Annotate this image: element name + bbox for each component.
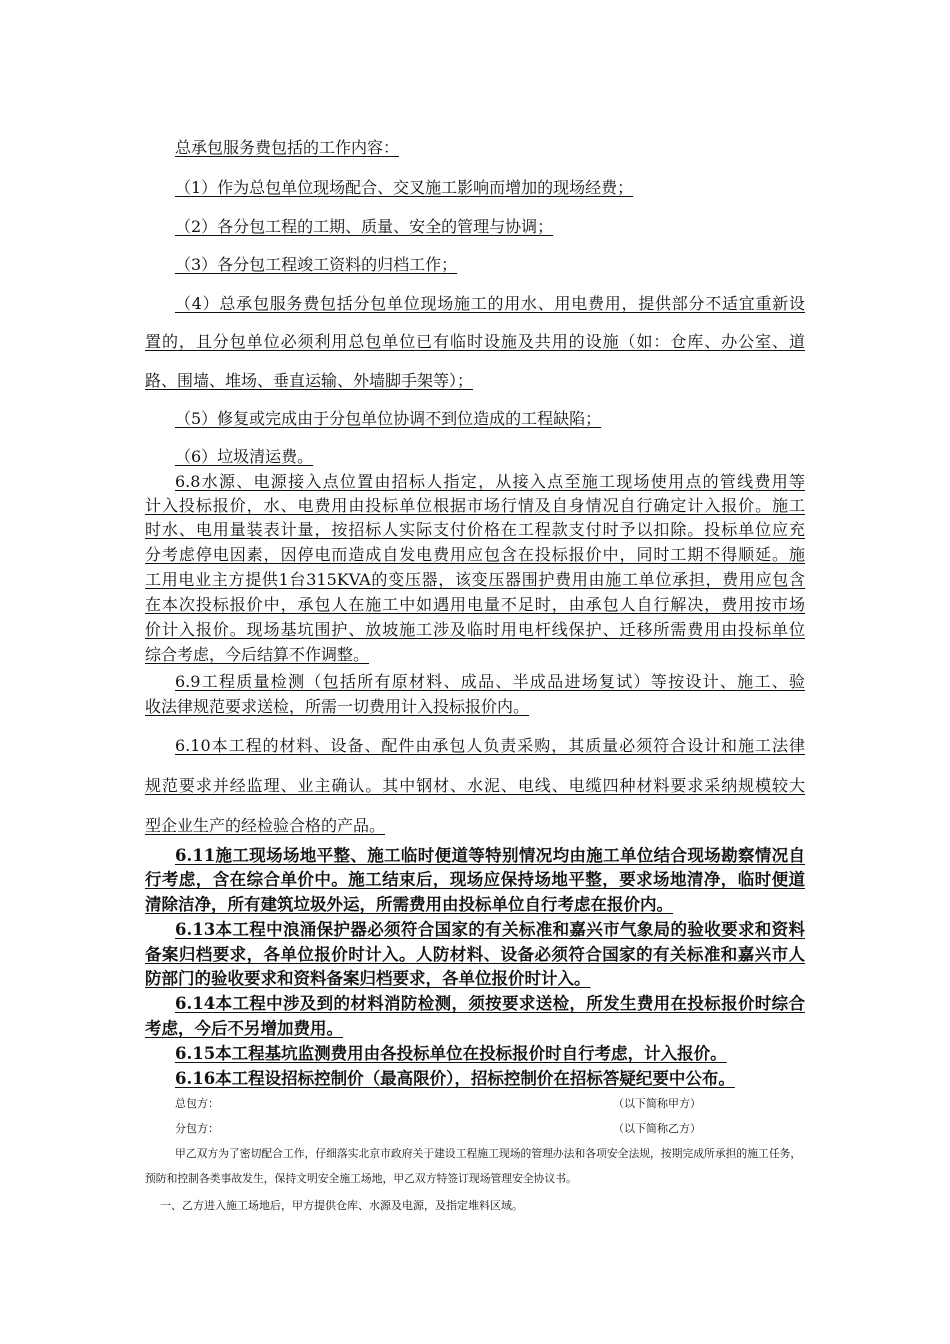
clause-6-8-line: 综合考虑，今后结算不作调整。 bbox=[145, 645, 370, 664]
service-fee-item-4-line-3: 路、围墙、堆场、垂直运输、外墙脚手架等）； bbox=[145, 371, 474, 390]
clause-6-14-line: 6.14本工程中涉及到的材料消防检测，须按要求送检，所发生费用在投标报价时综合 bbox=[175, 994, 805, 1013]
party-b-note: （以下简称乙方） bbox=[613, 1122, 701, 1135]
clause-6-14-line: 考虑，今后不另增加费用。 bbox=[145, 1019, 343, 1038]
service-fee-item-6: （6）垃圾清运费。 bbox=[175, 447, 314, 466]
clause-6-8-line: 分考虑停电因素，因停电而造成自发电费用应包含在投标报价中，同时工期不得顺延。施 bbox=[145, 545, 805, 564]
clause-6-8-line: 计入投标报价，水、电费用由投标单位根据市场行情及自身情况自行确定计入报价。施工 bbox=[145, 496, 805, 515]
clause-6-11-line: 6.11施工现场场地平整、施工临时便道等特别情况均由施工单位结合现场勘察情况自 bbox=[175, 846, 805, 865]
service-fee-item-5: （5）修复或完成由于分包单位协调不到位造成的工程缺陷； bbox=[175, 409, 602, 428]
clause-6-8-line: 工用电业主方提供1台315KVA的变压器，该变压器围护费用由施工单位承担，费用应包含 bbox=[145, 570, 805, 589]
clause-6-10-line: 6.10本工程的材料、设备、配件由承包人负责采购，其质量必须符合设计和施工法律 bbox=[175, 736, 805, 755]
agreement-intro-line-2: 预防和控制各类事故发生，保持文明安全施工场地，甲乙双方特签订现场管理安全协议书。 bbox=[145, 1172, 577, 1185]
clause-6-9-line: 收法律规范要求送检，所需一切费用计入投标报价内。 bbox=[145, 697, 530, 716]
service-fee-item-4-line-2: 置的，且分包单位必须利用总包单位已有临时设施及共用的设施（如：仓库、办公室、道 bbox=[145, 332, 805, 351]
clause-6-8-line: 价计入报价。现场基坑围护、放坡施工涉及临时用电杆线保护、迁移所需费用由投标单位 bbox=[145, 620, 805, 639]
clause-6-10-line: 规范要求并经监理、业主确认。其中钢材、水泥、电线、电缆四种材料要求采纳规模较大 bbox=[145, 776, 805, 795]
clause-6-8-line: 在本次投标报价中，承包人在施工中如遇用电量不足时，由承包人自行解决，费用按市场 bbox=[145, 595, 805, 614]
clause-6-15: 6.15本工程基坑监测费用由各投标单位在投标报价时自行考虑，计入报价。 bbox=[175, 1044, 727, 1063]
clause-6-11-line: 清除洁净，所有建筑垃圾外运，所需费用由投标单位自行考虑在报价内。 bbox=[145, 895, 673, 914]
clause-6-8-line: 时水、电用量装表计量，按招标人实际支付价格在工程款支付时予以扣除。投标单位应充 bbox=[145, 520, 805, 539]
clause-6-16: 6.16本工程设招标控制价（最高限价），招标控制价在招标答疑纪要中公布。 bbox=[175, 1069, 735, 1088]
clause-6-8-line: 6.8水源、电源接入点位置由招标人指定，从接入点至施工现场使用点的管线费用等 bbox=[175, 472, 805, 491]
agreement-intro-line-1: 甲乙双方为了密切配合工作，仔细落实北京市政府关于建设工程施工现场的管理办法和各项安全法规，按期完成所承担的施工任务， bbox=[175, 1147, 802, 1160]
clause-6-13-line: 防部门的验收要求和资料备案归档要求，各单位报价时计入。 bbox=[145, 969, 591, 988]
agreement-item-1: 一、乙方进入施工场地后，甲方提供仓库、水源及电源，及指定堆料区域。 bbox=[160, 1199, 523, 1212]
party-b-label: 分包方： bbox=[175, 1122, 219, 1135]
clause-6-10-line: 型企业生产的经检验合格的产品。 bbox=[145, 816, 386, 835]
party-a-note: （以下简称甲方） bbox=[613, 1097, 701, 1110]
clause-6-13-line: 6.13本工程中浪涌保护器必须符合国家的有关标准和嘉兴市气象局的验收要求和资料 bbox=[175, 920, 805, 939]
service-fee-item-4-line-1: （4）总承包服务费包括分包单位现场施工的用水、用电费用，提供部分不适宜重新设 bbox=[175, 294, 805, 313]
clause-6-13-line: 备案归档要求，各单位报价时计入。人防材料、设备必须符合国家的有关标准和嘉兴市人 bbox=[145, 945, 805, 964]
service-fee-item-1: （1）作为总包单位现场配合、交叉施工影响而增加的现场经费； bbox=[175, 178, 634, 197]
service-fee-item-2: （2）各分包工程的工期、质量、安全的管理与协调； bbox=[175, 217, 554, 236]
party-a-label: 总包方： bbox=[175, 1097, 219, 1110]
service-fee-item-3: （3）各分包工程竣工资料的归档工作； bbox=[175, 255, 458, 274]
service-fee-heading: 总承包服务费包括的工作内容： bbox=[175, 138, 400, 157]
clause-6-9-line: 6.9工程质量检测（包括所有原材料、成品、半成品进场复试）等按设计、施工、验 bbox=[175, 672, 805, 691]
clause-6-11-line: 行考虑，含在综合单价中。施工结束后，现场应保持场地平整，要求场地清净，临时便道 bbox=[145, 870, 805, 889]
